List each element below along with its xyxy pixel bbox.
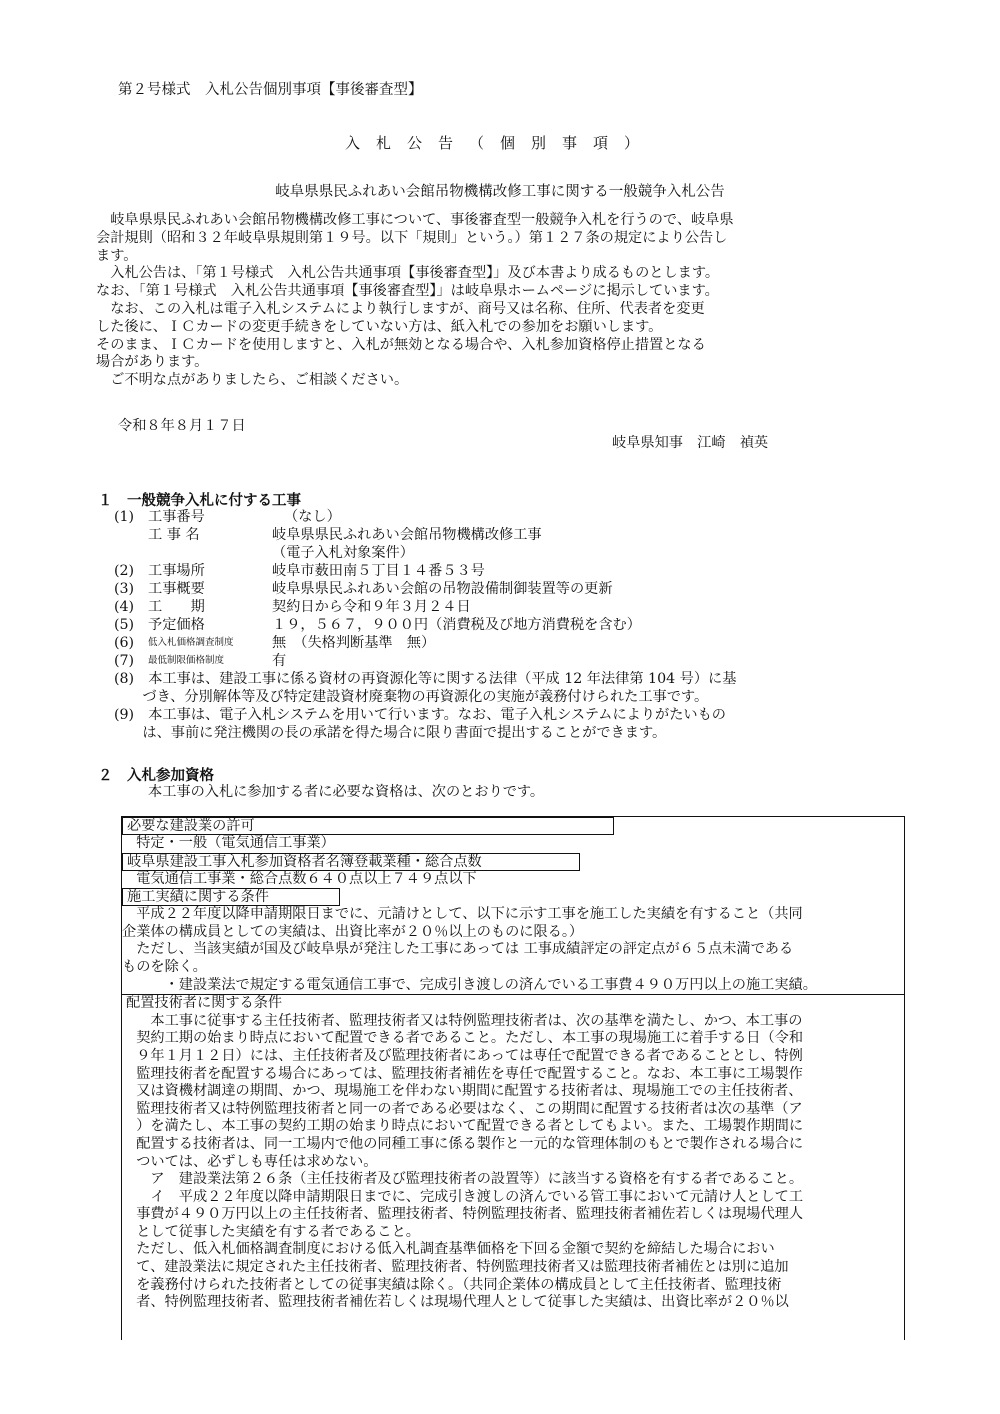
item-label: 低入札価格調査制度 — [148, 637, 234, 648]
experience-line: 企業体の構成員としての実績は、出資比率が２０％以上のものに限る。） — [122, 923, 584, 940]
item-label: 工事番号 — [148, 509, 205, 525]
project-row — [114, 580, 894, 598]
item-label: 工 期 — [148, 599, 205, 615]
item-value: 岐阜県県民ふれあい会館の吊物設備制御装置等の更新 — [272, 581, 613, 597]
project-row — [114, 508, 894, 526]
intro-line: なお、「第１号様式 入札公告共通事項【事後審査型】」は岐阜県ホームページに掲示しています。 — [96, 283, 719, 300]
qualification-table — [121, 816, 905, 1340]
experience-body — [122, 906, 904, 994]
item-label: 最低制限価格制度 — [148, 655, 225, 666]
experience-line: ものを除く。 — [122, 958, 207, 975]
document-title: 入札公告（個別事項） — [344, 134, 655, 152]
project-row — [114, 598, 894, 616]
item-number: (6) — [114, 635, 135, 651]
item-number: (1) — [114, 509, 135, 525]
experience-header: 施工実績に関する条件 — [122, 888, 340, 906]
engineer-line: 契約工期の始まり時点において配置できる者であること。ただし、本工事の現場施工に着手する日（令和 — [122, 1030, 804, 1047]
rank-header: 岐阜県建設工事入札参加資格者名簿登載業種・総合点数 — [122, 853, 580, 871]
item-label: 工 事 名 — [148, 527, 200, 543]
engineer-line: 監理技術者を配置する場合にあっては、監理技術者補佐を専任で配置すること。なお、本工事に工場製作 — [122, 1065, 803, 1082]
item-value: 岐阜県県民ふれあい会館吊物機構改修工事 — [272, 527, 542, 543]
engineer-line: 事費が４９０万円以上の主任技術者、監理技術者、特例監理技術者、監理技術者補佐若しくは現場代理人 — [122, 1206, 804, 1223]
engineer-line: ア 建設業法第２６条（主任技術者及び監理技術者の設置等）に該当する資格を有する者であること。 — [122, 1171, 804, 1188]
item-label: 予定価格 — [148, 617, 205, 633]
rank-value: 電気通信工事業・総合点数６４０点以上７４９点以下 — [122, 870, 477, 887]
intro-line: した後に、ＩＣカードの変更手続きをしていない方は、紙入札での参加をお願いします。 — [96, 318, 663, 335]
item-8-line: づき、分別解体等及び特定建設資材廃棄物の再資源化の実施が義務付けられた工事です。 — [114, 689, 709, 705]
section1-body — [114, 508, 894, 742]
intro-line: そのまま、ＩＣカードを使用しますと、入札が無効となる場合や、入札参加資格停止措置となる — [96, 336, 706, 353]
engineer-line: として従事した実績を有する者であること。 — [122, 1223, 420, 1240]
engineer-line: イ 平成２２年度以降申請期限日までに、完成引き渡しの済んでいる管工事において元請け人として工 — [122, 1188, 804, 1205]
document-subtitle: 岐阜県県民ふれあい会館吊物機構改修工事に関する一般競争入札公告 — [275, 184, 725, 200]
item-number: (2) — [114, 563, 135, 579]
intro-line: 岐阜県県民ふれあい会館吊物機構改修工事について、事後審査型一般競争入札を行うので、岐阜県 — [96, 212, 734, 228]
item-value: 有 — [272, 653, 287, 669]
project-row — [114, 526, 894, 544]
item-value: 岐阜市薮田南５丁目１４番５３号 — [272, 563, 485, 579]
engineer-line: 者、特例監理技術者、監理技術者補佐若しくは現場代理人として従事した実績は、出資比率が２０％以 — [122, 1294, 789, 1311]
notice-date: 令和８年８月１７日 — [118, 418, 246, 434]
intro-line: 会計規則（昭和３２年岐阜県規則第１９号。以下「規則」という。）第１２７条の規定により公告し — [96, 229, 728, 246]
engineer-line: 又は資機材調達の期間、かつ、現場施工を伴わない期間に配置する技術者は、現場施工での主任技術者、 — [122, 1083, 803, 1100]
project-row — [114, 616, 894, 634]
form-number: 第２号様式 入札公告個別事項【事後審査型】 — [118, 82, 423, 98]
item-number: (5) — [114, 617, 135, 633]
item-label: 工事場所 — [148, 563, 205, 579]
item-number: (3) — [114, 581, 135, 597]
experience-line: ただし、当該実績が国及び岐阜県が発注した工事にあっては 工事成績評定の評定点が６５点未満である — [122, 941, 794, 958]
item-value: 契約日から令和９年３月２４日 — [272, 599, 471, 615]
governor-signature: 岐阜県知事 江崎 禎英 — [612, 435, 769, 451]
section1-heading: １ 一般競争入札に付する工事 — [98, 492, 301, 509]
item-number: (7) — [114, 653, 135, 669]
project-row — [114, 634, 894, 652]
engineer-line: ただし、低入札価格調査制度における低入札調査基準価格を下回る金額で契約を締結した場合におい — [122, 1241, 775, 1258]
item-9-line: は、事前に発注機関の長の承諾を得た場合に限り書面で提出することができます。 — [114, 725, 667, 741]
item-number: (4) — [114, 599, 135, 615]
intro-line: ご不明な点がありましたら、ご相談ください。 — [96, 372, 409, 389]
project-row — [114, 562, 894, 580]
permit-value: 特定・一般（電気通信工事業） — [122, 835, 335, 851]
engineer-line: て、建設業法に規定された主任技術者、監理技術者、特例監理技術者又は監理技術者補佐とは別に追加 — [122, 1259, 789, 1276]
item-value: １９，５６７，９００円（消費税及び地方消費税を含む） — [272, 617, 641, 633]
section2-intro: 本工事の入札に参加する者に必要な資格は、次のとおりです。 — [148, 784, 545, 800]
engineer-body — [122, 1013, 904, 1312]
experience-line: ・建設業法で規定する電気通信工事で、完成引き渡しの済んでいる工事費４９０万円以上の施工実績。 — [122, 976, 817, 993]
engineer-header: 配置技術者に関する条件 — [126, 995, 283, 1012]
project-row — [114, 544, 894, 562]
engineer-line: ）を満たし、本工事の契約工期の始まり時点において配置できる者としてもよい。また、工場製作期間に — [122, 1118, 804, 1135]
intro-line: 場合があります。 — [96, 354, 209, 371]
item-8 — [114, 670, 894, 706]
item-9 — [114, 706, 894, 742]
intro-text — [96, 212, 896, 390]
item-value: 無 （失格判断基準 無） — [272, 635, 436, 651]
item-label: 工事概要 — [148, 581, 205, 597]
engineer-line: ついては、必ずしも専任は求めない。 — [122, 1153, 378, 1170]
item-value: （電子入札対象案件） — [272, 545, 414, 561]
permit-header: 必要な建設業の許可 — [122, 817, 614, 835]
experience-line: 平成２２年度以降申請期限日までに、元請けとして、以下に示す工事を施工した実績を有すること（共同 — [122, 906, 803, 923]
section2-heading: ２ 入札参加資格 — [98, 767, 214, 784]
item-8-line: (8) 本工事は、建設工事に係る資材の再資源化等に関する法律（平成 12 年法律第 104 号）に基 — [114, 671, 737, 687]
item-value: （なし） — [284, 509, 341, 525]
intro-line: なお、この入札は電子入札システムにより執行しますが、商号又は名称、住所、代表者を変更 — [96, 300, 705, 317]
engineer-line: 本工事に従事する主任技術者、監理技術者又は特例監理技術者は、次の基準を満たし、かつ、本工事の — [122, 1012, 803, 1029]
intro-line: 入札公告は、「第１号様式 入札公告共通事項【事後審査型】」及び本書より成るものとします。 — [96, 265, 720, 282]
project-row — [114, 652, 894, 670]
engineer-line: 配置する技術者は、同一工場内で他の同種工事に係る製作と一元的な管理体制のもとで製作される場合に — [122, 1135, 804, 1152]
engineer-line: を義務付けられた技術者としての従事実績は除く。（共同企業体の構成員として主任技術者、監理技術 — [122, 1276, 782, 1293]
engineer-line: ９年１月１２日）には、主任技術者及び監理技術者にあっては専任で配置できる者であることとし、特例 — [122, 1047, 803, 1064]
item-9-line: (9) 本工事は、電子入札システムを用いて行います。なお、電子入札システムによりがたいもの — [114, 707, 726, 723]
intro-line: ます。 — [96, 247, 138, 264]
engineer-line: 監理技術者又は特例監理技術者と同一の者である必要はなく、この期間に配置する技術者は次の基準（ア — [122, 1100, 803, 1117]
